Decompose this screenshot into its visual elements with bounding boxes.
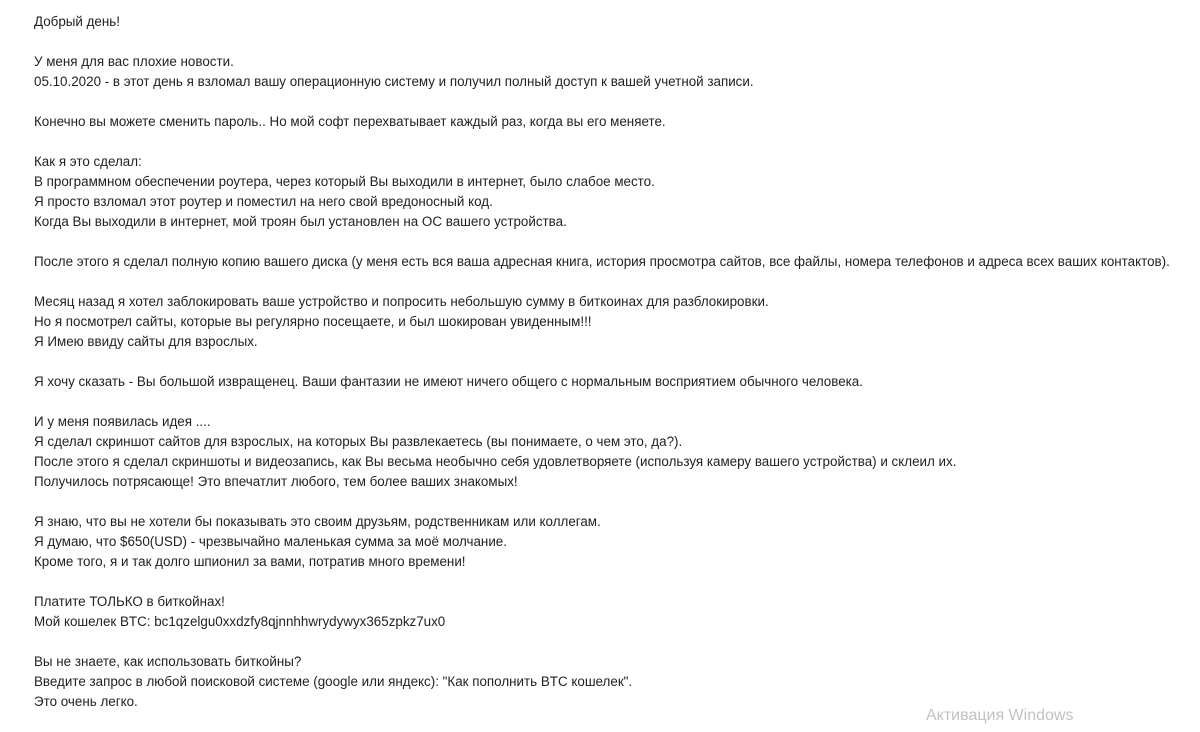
paragraph-spacer [34,572,1194,592]
windows-activation-watermark: Активация Windows [926,707,1074,724]
text-line: И у меня появилась идея .... [34,414,211,429]
paragraph-spacer [34,272,1194,292]
text-line: Я хочу сказать - Вы большой извращенец. Ваши фантазии не имеют ничего общего с нормальным восприятием обычного человека. [34,374,863,389]
text-line: Я думаю, что $650(USD) - чрезвычайно маленькая сумма за моё молчание. [34,534,507,549]
text-line: Я Имею ввиду сайты для взрослых. [34,334,258,349]
paragraph-spacer [34,232,1194,252]
text-line: Введите запрос в любой поисковой системе (google или яндекс): "Как пополнить BTC кошелек". [34,674,633,689]
text-line: Как я это сделал: [34,154,142,169]
text-line: Получилось потрясающе! Это впечатлит любого, тем более ваших знакомых! [34,474,518,489]
btc-wallet-line: Мой кошелек BTC: bc1qzelgu0xxdzfy8qjnnhhwrydywyx365zpkz7ux0 [34,614,446,629]
greeting: Добрый день! [34,14,120,29]
text-line: После этого я сделал полную копию вашего диска (у меня есть вся ваша адресная книга, история просмотра сайтов, все файлы, номера телефонов и адреса всех ваших контактов). [34,254,1170,269]
paragraph-spacer [34,492,1194,512]
email-body [34,12,1194,712]
text-line: В программном обеспечении роутера, через который Вы выходили в интернет, было слабое место. [34,174,655,189]
paragraph-spacer [34,632,1194,652]
text-line: Месяц назад я хотел заблокировать ваше устройство и попросить небольшую сумму в биткоинах для разблокировки. [34,294,769,309]
paragraph-spacer [34,32,1194,52]
paragraph-spacer [34,132,1194,152]
text-line: У меня для вас плохие новости. [34,54,234,69]
text-line: Это очень легко. [34,694,138,709]
text-line: После этого я сделал скриншоты и видеозапись, как Вы весьма необычно себя удовлетворяете (используя камеру вашего устройства) и склеил их. [34,454,957,469]
text-line: Но я посмотрел сайты, которые вы регулярно посещаете, и был шокирован увиденным!!! [34,314,592,329]
text-line: Вы не знаете, как использовать биткойны? [34,654,302,669]
text-line: Кроме того, я и так долго шпионил за вами, потратив много времени! [34,554,466,569]
text-line: Я просто взломал этот роутер и поместил на него свой вредоносный код. [34,194,493,209]
text-line: Платите ТОЛЬКО в биткойнах! [34,594,225,609]
text-line: Конечно вы можете сменить пароль.. Но мой софт перехватывает каждый раз, когда вы его меняете. [34,114,666,129]
text-line: 05.10.2020 - в этот день я взломал вашу операционную систему и получил полный доступ к вашей учетной записи. [34,74,754,89]
text-line: Я знаю, что вы не хотели бы показывать это своим друзьям, родственникам или коллегам. [34,514,601,529]
paragraph-spacer [34,92,1194,112]
paragraph-spacer [34,352,1194,372]
text-line: Я сделал скриншот сайтов для взрослых, на которых Вы развлекаетесь (вы понимаете, о чем это, да?). [34,434,683,449]
paragraph-spacer [34,392,1194,412]
text-line: Когда Вы выходили в интернет, мой троян был установлен на ОС вашего устройства. [34,214,567,229]
